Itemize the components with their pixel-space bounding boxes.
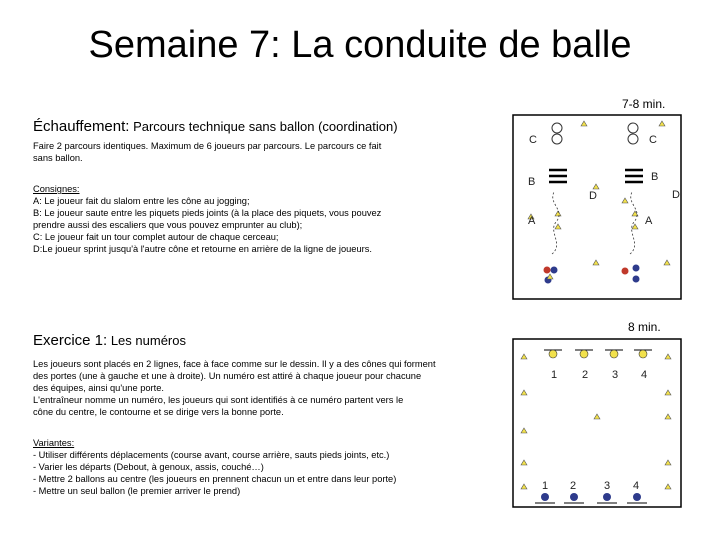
player-icon	[633, 493, 641, 501]
cone-icon	[665, 414, 671, 419]
exercise1-duration: 8 min.	[628, 320, 661, 334]
station-label-c: C	[649, 134, 657, 146]
player-icon	[633, 265, 640, 272]
cone-icon	[581, 121, 587, 126]
variante-line: - Mettre 2 ballons au centre (les joueurs en prennent chacun un et entre dans leur porte)	[33, 474, 397, 484]
cone-icon	[521, 354, 527, 359]
warmup-consignes	[33, 183, 463, 255]
consigne-line: A: Le joueur fait du slalom entre les cône au jogging;	[33, 196, 250, 206]
consigne-line: prendre aussi des escaliers que vous pouvez emprunter au club);	[33, 220, 303, 230]
player-icon	[639, 350, 647, 358]
description-line: cône du centre, le contourne et se dirige vers la bonne porte.	[33, 407, 284, 417]
cone-icon	[664, 260, 670, 265]
cone-icon	[593, 184, 599, 189]
variante-line: - Mettre un seul ballon (le premier arriver le prend)	[33, 486, 241, 496]
cone-icon	[622, 198, 628, 203]
description-line: des équipes, ainsi qu'une porte.	[33, 383, 164, 393]
consigne-line: C: Le joueur fait un tour complet autour de chaque cerceau;	[33, 232, 279, 242]
consigne-line: B: Le joueur saute entre les piquets pieds joints (à la place des piquets, vous pouvez	[33, 208, 382, 218]
consignes-label: Consignes:	[33, 184, 80, 194]
cone-icon	[659, 121, 665, 126]
hoop	[628, 123, 638, 133]
player-number: 2	[582, 369, 589, 381]
cone-icon	[521, 484, 527, 489]
field-border	[513, 339, 681, 507]
exercise1-diagram	[512, 338, 682, 508]
player-number: 4	[633, 480, 640, 492]
player-number: 1	[551, 369, 558, 381]
cone-icon	[665, 390, 671, 395]
cone-icon	[665, 460, 671, 465]
warmup-diagram	[512, 114, 682, 300]
warmup-heading	[33, 118, 398, 135]
player-number: 1	[542, 480, 549, 492]
exercise1-heading-label: Exercice 1:	[33, 332, 108, 349]
player-icon	[551, 267, 558, 274]
station-label-d: D	[589, 190, 597, 202]
description-line: des portes (une à gauche et une à droite). Un numéro est attiré à chaque joueur pour chacune	[33, 371, 422, 381]
station-label-a: A	[528, 215, 536, 227]
description-line: Les joueurs sont placés en 2 lignes, face à face comme sur le dessin. Il y a des cônes qui forment	[33, 359, 436, 369]
warmup-intro-line: sans ballon.	[33, 153, 83, 163]
cone-icon	[593, 260, 599, 265]
player-icon	[580, 350, 588, 358]
variante-line: - Varier les départs (Debout, à genoux, assis, couché…)	[33, 462, 264, 472]
cone-icon	[555, 224, 561, 229]
player-icon	[541, 493, 549, 501]
warmup-intro-line: Faire 2 parcours identiques. Maximum de 6 joueurs par parcours. Le parcours ce fait	[33, 141, 382, 151]
cone-icon	[555, 211, 561, 216]
exercise1-heading	[33, 332, 186, 349]
player-icon	[633, 276, 640, 283]
player-icon	[549, 350, 557, 358]
station-label-b: B	[651, 171, 659, 183]
cone-icon	[665, 484, 671, 489]
cone-icon	[521, 428, 527, 433]
station-label-c: C	[529, 134, 537, 146]
hoop	[628, 134, 638, 144]
hoop	[552, 134, 562, 144]
warmup-intro	[33, 140, 463, 164]
station-label-d: D	[672, 189, 680, 201]
page-title: Semaine 7: La conduite de balle	[88, 24, 632, 66]
slalom-path	[630, 192, 637, 254]
cone-icon	[547, 274, 553, 279]
variante-line: - Utiliser différents déplacements (course avant, course arrière, sauts pieds joints, etc.)	[33, 450, 390, 460]
cone-icon	[521, 390, 527, 395]
warmup-duration: 7-8 min.	[622, 97, 666, 111]
cone-icon	[665, 354, 671, 359]
consigne-line: D:Le joueur sprint jusqu'à l'autre cône et retourne en arrière de la ligne de joueurs.	[33, 244, 372, 254]
exercise1-description	[33, 358, 463, 418]
exercise1-subtitle: Les numéros	[110, 333, 186, 348]
cone-icon	[594, 414, 600, 419]
station-label-a: A	[645, 215, 653, 227]
description-line: L'entraîneur nomme un numéro, les joueurs qui sont identifiés à ce numéro partent vers le	[33, 395, 404, 405]
exercise1-variantes	[33, 437, 463, 497]
variantes-label: Variantes:	[33, 438, 75, 448]
cone-icon	[632, 224, 638, 229]
station-label-b: B	[528, 176, 536, 188]
player-icon	[603, 493, 611, 501]
hoop	[552, 123, 562, 133]
slalom-path	[552, 192, 559, 254]
player-icon	[622, 268, 629, 275]
player-number: 3	[612, 369, 619, 381]
cone-icon	[521, 460, 527, 465]
warmup-heading-label: Échauffement:	[33, 118, 130, 135]
warmup-subtitle: Parcours technique sans ballon (coordination)	[133, 119, 398, 134]
player-icon	[610, 350, 618, 358]
player-number: 2	[570, 480, 577, 492]
player-icon	[544, 267, 551, 274]
player-number: 4	[641, 369, 648, 381]
player-number: 3	[604, 480, 611, 492]
player-icon	[570, 493, 578, 501]
